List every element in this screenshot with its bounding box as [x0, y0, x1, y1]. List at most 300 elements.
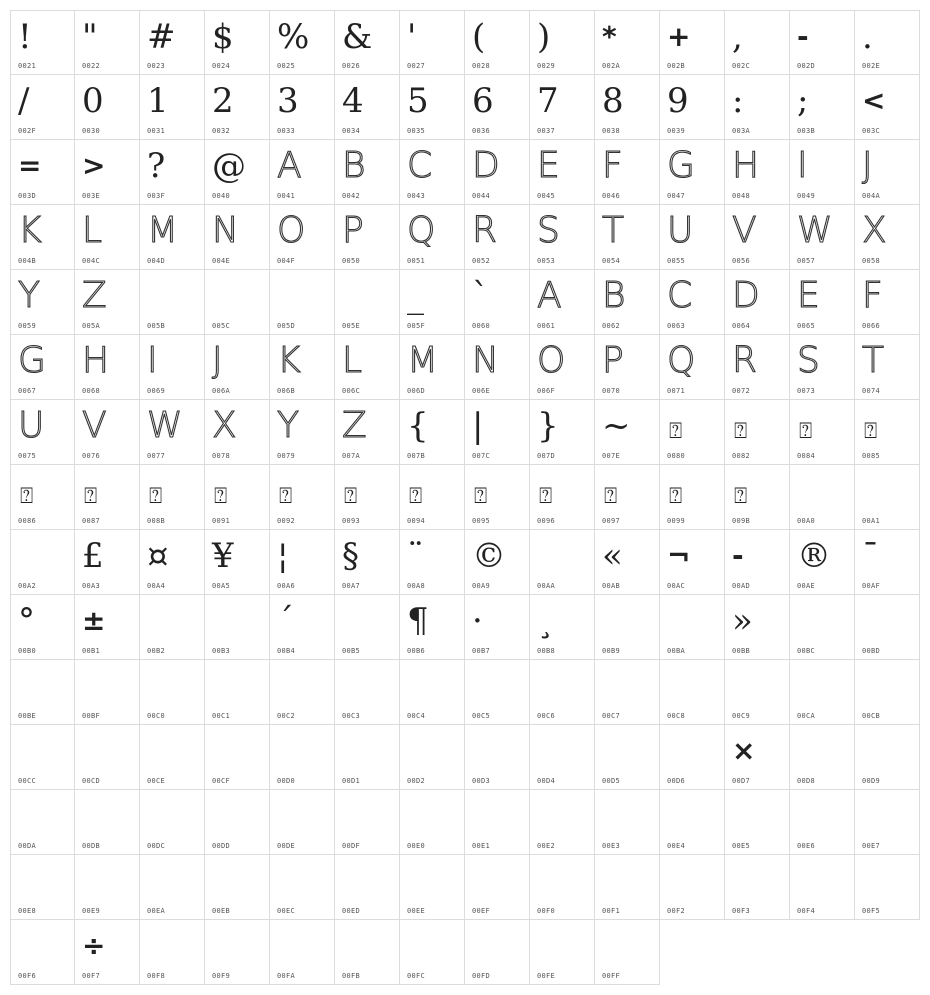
glyph-code-label: 005C: [212, 322, 231, 330]
glyph-code-label: 00E2: [537, 842, 556, 850]
glyph-cell: [790, 400, 855, 465]
missing-glyph-box: ⍰: [539, 484, 553, 509]
glyph-char: <: [862, 84, 886, 117]
glyph-code-label: 0066: [862, 322, 881, 330]
glyph-code-label: 0074: [862, 387, 881, 395]
glyph-code-label: 00CA: [797, 712, 816, 720]
glyph-char: W: [797, 210, 833, 251]
glyph-code-label: 00F2: [667, 907, 686, 915]
glyph-code-label: 006A: [212, 387, 231, 395]
glyph-code-label: 0061: [537, 322, 556, 330]
glyph-code-label: 00A1: [862, 517, 881, 525]
glyph-code-label: 0070: [602, 387, 621, 395]
glyph-code-label: 00E0: [407, 842, 426, 850]
glyph-code-label: 0039: [667, 127, 686, 135]
glyph-code-label: 0072: [732, 387, 751, 395]
glyph-code-label: 0062: [602, 322, 621, 330]
glyph-code-label: 00A3: [82, 582, 101, 590]
glyph-char: ®: [797, 536, 831, 576]
glyph-cell: [10, 725, 75, 790]
missing-glyph-box: ⍰: [604, 484, 618, 509]
glyph-cell: [660, 10, 725, 75]
glyph-cell: [10, 75, 75, 140]
glyph-cell: [10, 270, 75, 335]
glyph-cell: [790, 335, 855, 400]
glyph-cell: [10, 400, 75, 465]
glyph-cell: [270, 790, 335, 855]
glyph-char: Q: [407, 210, 436, 251]
glyph-char: -: [732, 539, 744, 572]
glyph-code-label: 0040: [212, 192, 231, 200]
glyph-char: $: [212, 17, 234, 57]
glyph-cell: [855, 725, 920, 790]
glyph-char: 6: [472, 81, 494, 121]
glyph-cell: [10, 205, 75, 270]
glyph-char: I: [797, 145, 808, 186]
glyph-char: ¤: [147, 536, 169, 576]
glyph-code-label: 004D: [147, 257, 166, 265]
glyph-cell: [140, 725, 205, 790]
glyph-code-label: 00F1: [602, 907, 621, 915]
glyph-cell: [270, 75, 335, 140]
glyph-char: O: [537, 340, 566, 381]
glyph-char: A: [537, 275, 562, 316]
glyph-cell: [270, 920, 335, 985]
glyph-code-label: 00B3: [212, 647, 231, 655]
glyph-cell: [465, 465, 530, 530]
glyph-char: B: [342, 145, 366, 186]
glyph-cell: [660, 530, 725, 595]
glyph-cell: [530, 920, 595, 985]
glyph-char: 8: [602, 81, 624, 121]
glyph-char: `: [472, 276, 489, 316]
glyph-char: -: [797, 20, 809, 53]
glyph-code-label: 00B0: [18, 647, 37, 655]
glyph-code-label: 006E: [472, 387, 491, 395]
glyph-code-label: 0085: [862, 452, 881, 460]
glyph-code-label: 005F: [407, 322, 426, 330]
glyph-code-label: 00EC: [277, 907, 296, 915]
glyph-char: M: [147, 210, 179, 251]
glyph-code-label: 00F5: [862, 907, 881, 915]
glyph-code-label: 0051: [407, 257, 426, 265]
glyph-code-label: 0084: [797, 452, 816, 460]
glyph-code-label: 004A: [862, 192, 881, 200]
glyph-code-label: 00DD: [212, 842, 231, 850]
missing-glyph-box: ⍰: [669, 419, 683, 444]
glyph-cell: [400, 10, 465, 75]
glyph-code-label: 00AB: [602, 582, 621, 590]
glyph-code-label: 0026: [342, 62, 361, 70]
glyph-char: S: [797, 340, 820, 381]
glyph-char: Y: [18, 275, 40, 316]
glyph-cell: [530, 140, 595, 205]
glyph-char: F: [602, 145, 623, 186]
glyph-char: G: [667, 145, 695, 186]
glyph-code-label: 00DA: [18, 842, 37, 850]
glyph-code-label: 0045: [537, 192, 556, 200]
glyph-char: J: [862, 145, 873, 186]
glyph-cell: [10, 790, 75, 855]
glyph-cell: [660, 140, 725, 205]
glyph-cell: [790, 725, 855, 790]
glyph-cell: [725, 205, 790, 270]
glyph-code-label: 00D2: [407, 777, 426, 785]
glyph-cell: [660, 595, 725, 660]
glyph-cell: [270, 595, 335, 660]
glyph-cell: [595, 205, 660, 270]
glyph-cell: [10, 855, 75, 920]
glyph-code-label: 00E5: [732, 842, 751, 850]
glyph-code-label: 0060: [472, 322, 491, 330]
glyph-char: ¬: [667, 539, 691, 572]
missing-glyph-box: ⍰: [734, 484, 748, 509]
glyph-code-label: 00C7: [602, 712, 621, 720]
glyph-char: 4: [342, 81, 364, 121]
glyph-cell: [595, 530, 660, 595]
glyph-char: H: [82, 340, 110, 381]
glyph-code-label: 008B: [147, 517, 166, 525]
glyph-cell: [205, 595, 270, 660]
glyph-cell: [140, 75, 205, 140]
glyph-code-label: 0041: [277, 192, 296, 200]
glyph-code-label: 00DE: [277, 842, 296, 850]
glyph-code-label: 0086: [18, 517, 37, 525]
glyph-cell: [660, 660, 725, 725]
glyph-code-label: 0063: [667, 322, 686, 330]
glyph-cell: [595, 725, 660, 790]
glyph-code-label: 00F3: [732, 907, 751, 915]
glyph-code-label: 0032: [212, 127, 231, 135]
glyph-code-label: 0058: [862, 257, 881, 265]
glyph-char: S: [537, 210, 560, 251]
glyph-code-label: 00E9: [82, 907, 101, 915]
glyph-code-label: 00F0: [537, 907, 556, 915]
glyph-cell: [400, 205, 465, 270]
glyph-cell: [270, 270, 335, 335]
glyph-cell: [465, 400, 530, 465]
glyph-code-label: 0087: [82, 517, 101, 525]
glyph-char: !: [18, 17, 32, 57]
glyph-code-label: 002D: [797, 62, 816, 70]
missing-glyph-box: ⍰: [409, 484, 423, 509]
glyph-cell: [855, 660, 920, 725]
glyph-cell: [400, 660, 465, 725]
glyph-cell: [335, 140, 400, 205]
glyph-cell: [75, 725, 140, 790]
glyph-cell: [660, 400, 725, 465]
glyph-char: D: [732, 275, 760, 316]
glyph-cell: [75, 920, 140, 985]
glyph-cell: [530, 660, 595, 725]
glyph-code-label: 003A: [732, 127, 751, 135]
glyph-cell: [335, 75, 400, 140]
missing-glyph-box: ⍰: [734, 419, 748, 444]
glyph-char: K: [277, 340, 301, 381]
glyph-char: |: [472, 406, 484, 446]
glyph-code-label: 0049: [797, 192, 816, 200]
glyph-cell: [400, 530, 465, 595]
glyph-code-label: 0022: [82, 62, 101, 70]
glyph-char: D: [472, 145, 500, 186]
glyph-code-label: 0069: [147, 387, 166, 395]
glyph-code-label: 00A6: [277, 582, 296, 590]
glyph-cell: [335, 920, 400, 985]
glyph-code-label: 0036: [472, 127, 491, 135]
glyph-cell: [790, 75, 855, 140]
glyph-code-label: 007A: [342, 452, 361, 460]
glyph-char: »: [732, 601, 753, 641]
glyph-cell: [335, 335, 400, 400]
glyph-cell: [465, 920, 530, 985]
glyph-cell: [140, 530, 205, 595]
glyph-cell: [75, 75, 140, 140]
glyph-char: W: [147, 405, 183, 446]
glyph-code-label: 004C: [82, 257, 101, 265]
glyph-char: Y: [277, 405, 299, 446]
glyph-char: T: [862, 340, 884, 381]
glyph-char: 3: [277, 81, 299, 121]
glyph-cell: [10, 660, 75, 725]
missing-glyph-box: ⍰: [799, 419, 813, 444]
glyph-code-label: 00F8: [147, 972, 166, 980]
glyph-code-label: 00EB: [212, 907, 231, 915]
missing-glyph-box: ⍰: [474, 484, 488, 509]
glyph-code-label: 00FA: [277, 972, 296, 980]
glyph-cell: [855, 855, 920, 920]
glyph-cell: [400, 75, 465, 140]
glyph-cell: [790, 465, 855, 530]
glyph-code-label: 00B7: [472, 647, 491, 655]
glyph-code-label: 00A9: [472, 582, 491, 590]
glyph-cell: [465, 335, 530, 400]
glyph-code-label: 00EE: [407, 907, 426, 915]
glyph-code-label: 0093: [342, 517, 361, 525]
glyph-char: ¨: [407, 536, 424, 576]
glyph-cell: [400, 270, 465, 335]
glyph-code-label: 0096: [537, 517, 556, 525]
glyph-code-label: 0035: [407, 127, 426, 135]
glyph-cell: [335, 205, 400, 270]
glyph-cell: [530, 790, 595, 855]
glyph-code-label: 00E3: [602, 842, 621, 850]
glyph-code-label: 0080: [667, 452, 686, 460]
glyph-code-label: 0027: [407, 62, 426, 70]
glyph-char: 1: [147, 81, 169, 121]
glyph-grid: [10, 10, 920, 985]
glyph-cell: [465, 270, 530, 335]
glyph-char: K: [18, 210, 42, 251]
glyph-char: Q: [667, 340, 696, 381]
glyph-cell: [530, 725, 595, 790]
glyph-cell: [855, 400, 920, 465]
glyph-cell: [335, 465, 400, 530]
glyph-cell: [140, 855, 205, 920]
glyph-char: ?: [147, 146, 166, 186]
glyph-code-label: 0048: [732, 192, 751, 200]
glyph-char: ©: [472, 536, 506, 576]
glyph-code-label: 00A0: [797, 517, 816, 525]
glyph-code-label: 0071: [667, 387, 686, 395]
glyph-code-label: 00AD: [732, 582, 751, 590]
glyph-cell: [855, 335, 920, 400]
glyph-cell: [205, 855, 270, 920]
glyph-cell: [400, 400, 465, 465]
glyph-char: ´: [277, 601, 294, 641]
glyph-char: R: [732, 340, 758, 381]
glyph-cell: [465, 205, 530, 270]
glyph-cell: [270, 400, 335, 465]
glyph-code-label: 0056: [732, 257, 751, 265]
glyph-code-label: 007C: [472, 452, 491, 460]
missing-glyph-box: ⍰: [214, 484, 228, 509]
glyph-cell: [140, 660, 205, 725]
glyph-char: ~: [602, 406, 631, 446]
glyph-char: A: [277, 145, 302, 186]
missing-glyph-box: ⍰: [84, 484, 98, 509]
glyph-cell: [790, 855, 855, 920]
glyph-cell: [140, 790, 205, 855]
glyph-code-label: 003F: [147, 192, 166, 200]
glyph-code-label: 00BD: [862, 647, 881, 655]
glyph-code-label: 00C0: [147, 712, 166, 720]
glyph-cell: [725, 10, 790, 75]
glyph-char: =: [18, 149, 42, 182]
glyph-char: _: [407, 276, 424, 316]
glyph-char: .: [862, 17, 873, 57]
glyph-char: ·: [472, 601, 483, 641]
glyph-cell: [205, 530, 270, 595]
glyph-cell: [530, 530, 595, 595]
glyph-cell: [660, 205, 725, 270]
glyph-char: @: [212, 146, 246, 186]
glyph-cell: [595, 75, 660, 140]
missing-glyph-box: ⍰: [20, 484, 34, 509]
glyph-code-label: 0025: [277, 62, 296, 70]
glyph-cell: [855, 75, 920, 140]
glyph-cell: [140, 335, 205, 400]
glyph-cell: [725, 400, 790, 465]
glyph-cell: [725, 270, 790, 335]
glyph-code-label: 003C: [862, 127, 881, 135]
glyph-code-label: 00BA: [667, 647, 686, 655]
glyph-char: B: [602, 275, 626, 316]
glyph-cell: [660, 790, 725, 855]
glyph-code-label: 0078: [212, 452, 231, 460]
glyph-cell: [75, 855, 140, 920]
glyph-char: +: [667, 20, 691, 53]
glyph-cell: [790, 595, 855, 660]
glyph-cell: [465, 140, 530, 205]
glyph-cell: [270, 530, 335, 595]
glyph-code-label: 00FE: [537, 972, 556, 980]
glyph-code-label: 003B: [797, 127, 816, 135]
glyph-cell: [140, 465, 205, 530]
glyph-cell: [595, 140, 660, 205]
glyph-char: 7: [537, 81, 559, 121]
glyph-char: ': [407, 17, 417, 57]
glyph-cell: [660, 335, 725, 400]
glyph-code-label: 0055: [667, 257, 686, 265]
glyph-code-label: 006D: [407, 387, 426, 395]
glyph-cell: [205, 10, 270, 75]
glyph-code-label: 00D7: [732, 777, 751, 785]
glyph-cell: [400, 855, 465, 920]
glyph-cell: [855, 10, 920, 75]
glyph-code-label: 0043: [407, 192, 426, 200]
glyph-code-label: 00E1: [472, 842, 491, 850]
glyph-cell: [595, 465, 660, 530]
glyph-cell: [465, 790, 530, 855]
glyph-code-label: 0075: [18, 452, 37, 460]
glyph-code-label: 0053: [537, 257, 556, 265]
glyph-cell: [10, 10, 75, 75]
glyph-cell: [10, 920, 75, 985]
glyph-cell: [660, 725, 725, 790]
glyph-code-label: 0079: [277, 452, 296, 460]
glyph-code-label: 0067: [18, 387, 37, 395]
glyph-code-label: 00B6: [407, 647, 426, 655]
glyph-cell: [205, 660, 270, 725]
glyph-code-label: 003E: [82, 192, 101, 200]
glyph-cell: [140, 140, 205, 205]
glyph-cell: [270, 660, 335, 725]
glyph-cell: [400, 140, 465, 205]
glyph-code-label: 00FB: [342, 972, 361, 980]
missing-glyph-box: ⍰: [344, 484, 358, 509]
glyph-cell: [790, 660, 855, 725]
glyph-cell: [595, 595, 660, 660]
glyph-char: ±: [82, 604, 106, 637]
missing-glyph-box: ⍰: [149, 484, 163, 509]
glyph-code-label: 0034: [342, 127, 361, 135]
glyph-char: #: [147, 17, 176, 57]
missing-glyph-box: ⍰: [864, 419, 878, 444]
glyph-cell: [725, 660, 790, 725]
glyph-cell: [205, 75, 270, 140]
glyph-char: C: [407, 145, 433, 186]
glyph-code-label: 00E4: [667, 842, 686, 850]
glyph-code-label: 00CE: [147, 777, 166, 785]
glyph-char: E: [537, 145, 560, 186]
glyph-code-label: 004B: [18, 257, 37, 265]
glyph-cell: [660, 855, 725, 920]
glyph-code-label: 0050: [342, 257, 361, 265]
glyph-code-label: 002A: [602, 62, 621, 70]
glyph-code-label: 00EA: [147, 907, 166, 915]
glyph-code-label: 0073: [797, 387, 816, 395]
glyph-code-label: 00D0: [277, 777, 296, 785]
glyph-code-label: 00B4: [277, 647, 296, 655]
glyph-cell: [530, 75, 595, 140]
glyph-code-label: 0092: [277, 517, 296, 525]
glyph-char: G: [18, 340, 46, 381]
glyph-char: 5: [407, 81, 429, 121]
glyph-cell: [855, 140, 920, 205]
glyph-code-label: 005D: [277, 322, 296, 330]
glyph-cell: [790, 205, 855, 270]
glyph-char: 2: [212, 81, 234, 121]
glyph-cell: [270, 10, 335, 75]
glyph-code-label: 00D8: [797, 777, 816, 785]
glyph-cell: [270, 465, 335, 530]
glyph-cell: [530, 335, 595, 400]
glyph-cell: [10, 335, 75, 400]
glyph-code-label: 00FF: [602, 972, 621, 980]
glyph-cell: [725, 725, 790, 790]
glyph-code-label: 00CF: [212, 777, 231, 785]
glyph-cell: [75, 660, 140, 725]
